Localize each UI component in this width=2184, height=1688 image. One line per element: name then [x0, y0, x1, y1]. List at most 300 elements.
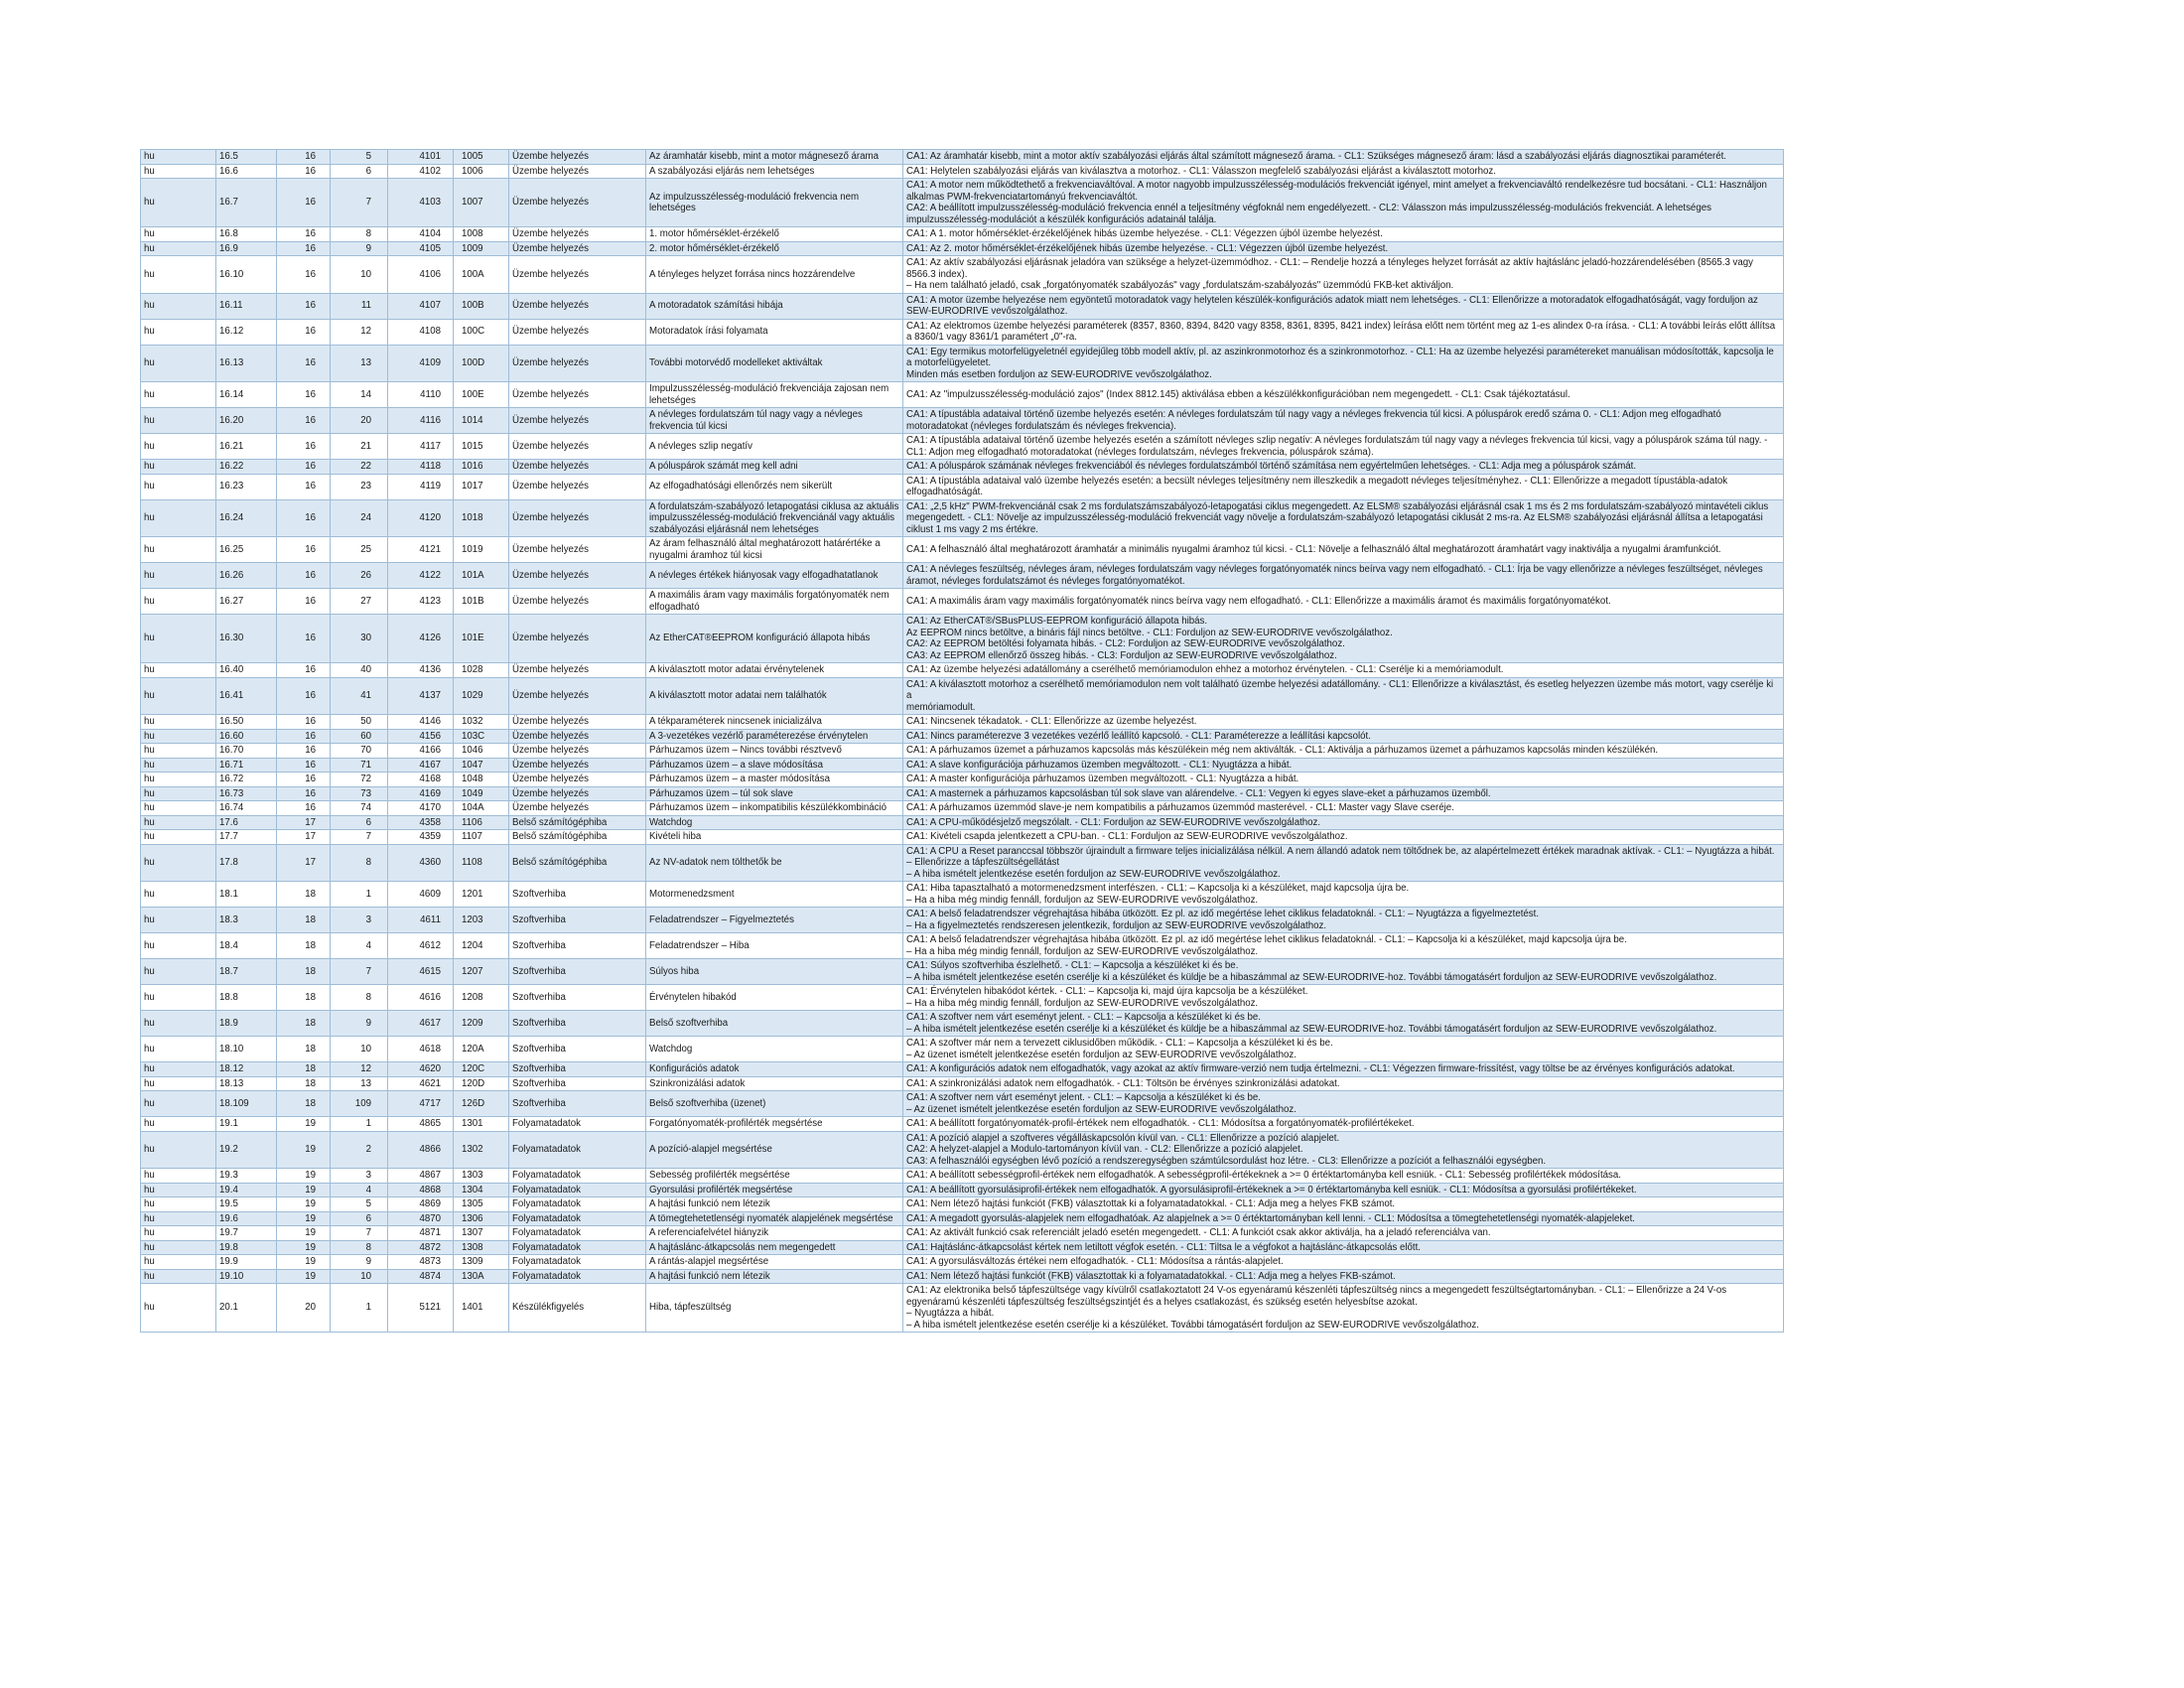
cell-fault-group: Üzembe helyezés	[509, 382, 646, 408]
table-row	[141, 227, 1784, 242]
cell-sub-code: 7	[331, 830, 388, 845]
cell-fault-group: Üzembe helyezés	[509, 241, 646, 256]
cell-language: hu	[141, 1117, 216, 1132]
cell-sub-code: 22	[331, 460, 388, 475]
cell-sub-code: 5	[331, 150, 388, 165]
cell-hex-code: 1016	[454, 460, 509, 475]
cell-fault-group: Belső számítógéphiba	[509, 830, 646, 845]
cell-hex-code: 1401	[454, 1284, 509, 1333]
cell-language: hu	[141, 786, 216, 801]
cell-hex-code: 1006	[454, 164, 509, 179]
cell-fault-group: Üzembe helyezés	[509, 319, 646, 345]
cell-fault-text: Az NV-adatok nem tölthetők be	[646, 844, 903, 882]
cell-fault-code: 18.10	[216, 1037, 277, 1062]
table-row	[141, 319, 1784, 345]
cell-language: hu	[141, 563, 216, 589]
table-row	[141, 150, 1784, 165]
cell-fault-code: 16.10	[216, 256, 277, 294]
cell-cause-remedy: CA1: Az EtherCAT®/SBusPLUS-EEPROM konfiguráció állapota hibás. Az EEPROM nincs betöltve, a bináris fájl nincs betöltve. - CL1: Forduljon az SEW-EURODRIVE vevőszolgálathoz. CA2: Az EEPROM betöltési folyamata hibás. - CL2: Forduljon az SEW-EURODRIVE vevőszolgálathoz. CA3: Az EEPROM ellenőrző összeg hibás. - CL3: Forduljon az SEW-EURODRIVE vevőszolgálathoz.	[903, 615, 1784, 663]
table-row	[141, 408, 1784, 434]
cell-fault-group: Folyamatadatok	[509, 1269, 646, 1284]
cell-hex-code: 1303	[454, 1169, 509, 1184]
cell-main-code: 18	[277, 1062, 331, 1077]
cell-cause-remedy: CA1: A megadott gyorsulás-alapjelek nem elfogadhatóak. Az alapjelnek a >= 0 értéktartományban kell lenni. - CL1: Módosítsa a tömegtehetetlenségi nyomaték-alapjeleket.	[903, 1211, 1784, 1226]
table-body	[141, 150, 1784, 1333]
table-row	[141, 256, 1784, 294]
cell-fault-code: 19.8	[216, 1240, 277, 1255]
cell-fault-text: Párhuzamos üzem – inkompatibilis készülékkombináció	[646, 801, 903, 816]
table-row	[141, 460, 1784, 475]
cell-hex-code: 1203	[454, 908, 509, 933]
cell-sub-code: 13	[331, 1076, 388, 1091]
cell-language: hu	[141, 164, 216, 179]
cell-fault-text: A hajtási funkció nem létezik	[646, 1269, 903, 1284]
table-row	[141, 589, 1784, 615]
cell-hex-code: 1015	[454, 434, 509, 460]
cell-main-code: 19	[277, 1131, 331, 1169]
cell-decimal-code: 4121	[388, 537, 454, 563]
cell-sub-code: 1	[331, 1284, 388, 1333]
cell-fault-text: Párhuzamos üzem – Nincs további résztvevő	[646, 744, 903, 759]
cell-language: hu	[141, 959, 216, 985]
cell-main-code: 19	[277, 1197, 331, 1212]
table-row	[141, 615, 1784, 663]
cell-fault-text: Watchdog	[646, 1037, 903, 1062]
cell-fault-code: 19.1	[216, 1117, 277, 1132]
cell-fault-text: Párhuzamos üzem – túl sok slave	[646, 786, 903, 801]
cell-decimal-code: 4865	[388, 1117, 454, 1132]
cell-language: hu	[141, 729, 216, 744]
cell-cause-remedy: CA1: A felhasználó által meghatározott áramhatár a minimális nyugalmi áramhoz túl kicsi. - CL1: Növelje a felhasználó által meghatározott áramhatárt vagy inaktiválja a nyugalmi áramfunkciót.	[903, 537, 1784, 563]
cell-main-code: 16	[277, 227, 331, 242]
cell-main-code: 16	[277, 241, 331, 256]
cell-language: hu	[141, 589, 216, 615]
cell-fault-code: 16.41	[216, 677, 277, 715]
cell-language: hu	[141, 1269, 216, 1284]
cell-fault-group: Üzembe helyezés	[509, 744, 646, 759]
cell-fault-group: Folyamatadatok	[509, 1183, 646, 1197]
cell-hex-code: 101B	[454, 589, 509, 615]
cell-fault-text: Súlyos hiba	[646, 959, 903, 985]
cell-fault-group: Szoftverhiba	[509, 985, 646, 1011]
cell-fault-text: Szinkronizálási adatok	[646, 1076, 903, 1091]
cell-hex-code: 104A	[454, 801, 509, 816]
cell-fault-text: Hiba, tápfeszültség	[646, 1284, 903, 1333]
cell-main-code: 16	[277, 150, 331, 165]
cell-cause-remedy: CA1: Helytelen szabályozási eljárás van kiválasztva a motorhoz. - CL1: Válasszon megfelelő szabályozási eljárást a kiválasztott motorhoz.	[903, 164, 1784, 179]
table-row	[141, 1076, 1784, 1091]
cell-fault-group: Üzembe helyezés	[509, 164, 646, 179]
cell-main-code: 16	[277, 345, 331, 382]
cell-main-code: 16	[277, 563, 331, 589]
cell-decimal-code: 4167	[388, 758, 454, 773]
cell-sub-code: 3	[331, 908, 388, 933]
cell-fault-code: 18.1	[216, 882, 277, 908]
cell-main-code: 16	[277, 474, 331, 499]
cell-cause-remedy: CA1: A szoftver már nem a tervezett ciklusidőben működik. - CL1: – Kapcsolja a készüléket ki és be. – Az üzenet ismételt jelentkezése esetén forduljon az SEW-EURODRIVE vevőszolgálathoz.	[903, 1037, 1784, 1062]
cell-cause-remedy: CA1: Az aktivált funkció csak referenciált jeladó esetén megengedett. - CL1: A funkciót csak akkor aktiválja, ha a jeladó referenciálva van.	[903, 1226, 1784, 1241]
cell-cause-remedy: CA1: A típustábla adataival történő üzembe helyezés esetén a számított névleges szlip negatív: A névleges fordulatszám túl nagy vagy a névleges frekvencia túl kicsi, vagy a póluspárok száma túl nagy. - CL1: Adjon meg elfogadható motoradatokat (névleges fordulatszám, névleges frekvencia, póluspárok száma).	[903, 434, 1784, 460]
cell-cause-remedy: CA1: A belső feladatrendszer végrehajtása hibába ütközött. Ez pl. az idő megértése lehet ciklikus feladatoknál. - CL1: – Kapcsolja ki a készüléket, majd kapcsolja újra be. – Ha a hiba még mindig fennáll, forduljon az SEW-EURODRIVE vevőszolgálathoz.	[903, 933, 1784, 959]
cell-decimal-code: 4136	[388, 663, 454, 678]
cell-sub-code: 6	[331, 815, 388, 830]
cell-sub-code: 6	[331, 1211, 388, 1226]
cell-main-code: 16	[277, 729, 331, 744]
cell-decimal-code: 4105	[388, 241, 454, 256]
cell-fault-group: Üzembe helyezés	[509, 150, 646, 165]
cell-cause-remedy: CA1: Érvénytelen hibakódot kértek. - CL1: – Kapcsolja ki, majd újra kapcsolja be a készüléket. – Ha a hiba még mindig fennáll, forduljon az SEW-EURODRIVE vevőszolgálathoz.	[903, 985, 1784, 1011]
cell-fault-group: Üzembe helyezés	[509, 773, 646, 787]
cell-fault-text: 2. motor hőmérséklet-érzékelő	[646, 241, 903, 256]
cell-decimal-code: 4117	[388, 434, 454, 460]
cell-fault-group: Üzembe helyezés	[509, 563, 646, 589]
cell-fault-text: Konfigurációs adatok	[646, 1062, 903, 1077]
cell-fault-code: 16.50	[216, 715, 277, 730]
cell-decimal-code: 4871	[388, 1226, 454, 1241]
cell-hex-code: 1028	[454, 663, 509, 678]
cell-sub-code: 26	[331, 563, 388, 589]
cell-cause-remedy: CA1: A szoftver nem várt eseményt jelent. - CL1: – Kapcsolja a készüléket ki és be. – Az üzenet ismételt jelentkezése esetén forduljon az SEW-EURODRIVE vevőszolgálathoz.	[903, 1091, 1784, 1117]
cell-fault-group: Folyamatadatok	[509, 1117, 646, 1132]
cell-language: hu	[141, 1091, 216, 1117]
cell-hex-code: 1007	[454, 179, 509, 227]
cell-main-code: 19	[277, 1169, 331, 1184]
cell-cause-remedy: CA1: Hajtáslánc-átkapcsolást kértek nem letiltott végfok esetén. - CL1: Tiltsa le a végfokot a hajtáslánc-átkapcsolás előtt.	[903, 1240, 1784, 1255]
cell-fault-text: Érvénytelen hibakód	[646, 985, 903, 1011]
cell-decimal-code: 4360	[388, 844, 454, 882]
cell-hex-code: 100D	[454, 345, 509, 382]
cell-language: hu	[141, 1062, 216, 1077]
cell-language: hu	[141, 1211, 216, 1226]
cell-language: hu	[141, 1037, 216, 1062]
cell-hex-code: 101E	[454, 615, 509, 663]
cell-sub-code: 9	[331, 1255, 388, 1270]
cell-cause-remedy: CA1: A típustábla adataival történő üzembe helyezés esetén: A névleges fordulatszám túl nagy vagy a névleges frekvencia túl kicsi. A póluspárok eredő száma 0. - CL1: Adjon meg elfogadható motoradatokat (névleges fordulatszám és névleges frekvencia).	[903, 408, 1784, 434]
cell-main-code: 16	[277, 499, 331, 537]
cell-fault-group: Üzembe helyezés	[509, 293, 646, 319]
cell-language: hu	[141, 345, 216, 382]
cell-decimal-code: 4874	[388, 1269, 454, 1284]
cell-language: hu	[141, 1169, 216, 1184]
error-table	[140, 149, 1784, 1333]
cell-fault-text: Motormenedzsment	[646, 882, 903, 908]
cell-language: hu	[141, 408, 216, 434]
cell-fault-text: A névleges értékek hiányosak vagy elfogadhatatlanok	[646, 563, 903, 589]
table-row	[141, 1183, 1784, 1197]
cell-fault-group: Folyamatadatok	[509, 1131, 646, 1169]
cell-fault-group: Üzembe helyezés	[509, 677, 646, 715]
cell-hex-code: 1108	[454, 844, 509, 882]
cell-cause-remedy: CA1: A slave konfigurációja párhuzamos üzemben megváltozott. - CL1: Nyugtázza a hibát.	[903, 758, 1784, 773]
cell-fault-text: A póluspárok számát meg kell adni	[646, 460, 903, 475]
table-row	[141, 1037, 1784, 1062]
cell-fault-group: Szoftverhiba	[509, 1011, 646, 1037]
cell-fault-group: Üzembe helyezés	[509, 729, 646, 744]
cell-fault-group: Folyamatadatok	[509, 1211, 646, 1226]
table-row	[141, 164, 1784, 179]
cell-sub-code: 2	[331, 1131, 388, 1169]
cell-sub-code: 14	[331, 382, 388, 408]
cell-decimal-code: 4107	[388, 293, 454, 319]
cell-sub-code: 30	[331, 615, 388, 663]
cell-decimal-code: 4166	[388, 744, 454, 759]
cell-cause-remedy: CA1: A beállított sebességprofil-értékek nem elfogadhatók. A sebességprofil-értékeknek a >= 0 értéktartományba kell esniük. - CL1: Sebesség profilértékek módosítása.	[903, 1169, 1784, 1184]
table-row	[141, 729, 1784, 744]
table-row	[141, 715, 1784, 730]
cell-language: hu	[141, 615, 216, 663]
cell-fault-text: Az áramhatár kisebb, mint a motor mágnesező árama	[646, 150, 903, 165]
cell-main-code: 16	[277, 786, 331, 801]
cell-main-code: 16	[277, 677, 331, 715]
cell-fault-code: 19.6	[216, 1211, 277, 1226]
cell-main-code: 18	[277, 908, 331, 933]
cell-sub-code: 7	[331, 959, 388, 985]
cell-fault-code: 16.7	[216, 179, 277, 227]
cell-fault-code: 18.109	[216, 1091, 277, 1117]
cell-language: hu	[141, 1076, 216, 1091]
cell-hex-code: 1017	[454, 474, 509, 499]
cell-decimal-code: 4620	[388, 1062, 454, 1077]
cell-language: hu	[141, 773, 216, 787]
cell-fault-text: A 3-vezetékes vezérlő paraméterezése érvénytelen	[646, 729, 903, 744]
cell-sub-code: 8	[331, 227, 388, 242]
cell-hex-code: 1009	[454, 241, 509, 256]
cell-hex-code: 1204	[454, 933, 509, 959]
cell-fault-group: Folyamatadatok	[509, 1226, 646, 1241]
cell-main-code: 19	[277, 1226, 331, 1241]
cell-main-code: 16	[277, 256, 331, 294]
cell-fault-group: Folyamatadatok	[509, 1255, 646, 1270]
cell-cause-remedy: CA1: Az elektromos üzembe helyezési paraméterek (8357, 8360, 8394, 8420 vagy 8358, 8361, 8395, 8421 index) leírása előtt nem történt meg az 1-es alindex 0-ra írása. - CL1: A további leírás előtt állítsa a 8360/1 vagy 8361/1 paramétert „0"-ra.	[903, 319, 1784, 345]
cell-hex-code: 1032	[454, 715, 509, 730]
cell-hex-code: 1107	[454, 830, 509, 845]
table-row	[141, 663, 1784, 678]
cell-cause-remedy: CA1: A belső feladatrendszer végrehajtása hibába ütközött. Ez pl. az idő megértése lehet ciklikus feladatoknál. - CL1: – Nyugtázza a figyelmeztetést. – Ha a figyelmeztetés rendszeresen jelentkezik, forduljon az SEW-EURODRIVE vevőszolgálathoz.	[903, 908, 1784, 933]
cell-cause-remedy: CA1: A póluspárok számának névleges frekvenciából és névleges fordulatszámból történő számítása nem egyértelműen lehetséges. - CL1: Adja meg a póluspárok számát.	[903, 460, 1784, 475]
cell-sub-code: 11	[331, 293, 388, 319]
cell-sub-code: 10	[331, 1037, 388, 1062]
cell-main-code: 18	[277, 1091, 331, 1117]
cell-sub-code: 3	[331, 1169, 388, 1184]
cell-main-code: 18	[277, 985, 331, 1011]
cell-main-code: 19	[277, 1255, 331, 1270]
table-row	[141, 830, 1784, 845]
cell-hex-code: 1207	[454, 959, 509, 985]
cell-fault-code: 18.3	[216, 908, 277, 933]
cell-main-code: 16	[277, 615, 331, 663]
table-row	[141, 844, 1784, 882]
table-row	[141, 1117, 1784, 1132]
table-row	[141, 773, 1784, 787]
table-row	[141, 1255, 1784, 1270]
cell-main-code: 18	[277, 1076, 331, 1091]
cell-language: hu	[141, 319, 216, 345]
cell-main-code: 16	[277, 179, 331, 227]
cell-sub-code: 1	[331, 1117, 388, 1132]
cell-fault-code: 19.2	[216, 1131, 277, 1169]
cell-fault-code: 18.8	[216, 985, 277, 1011]
table-row	[141, 1062, 1784, 1077]
cell-sub-code: 5	[331, 1197, 388, 1212]
cell-hex-code: 1308	[454, 1240, 509, 1255]
table-row	[141, 1240, 1784, 1255]
cell-fault-group: Üzembe helyezés	[509, 615, 646, 663]
cell-decimal-code: 4103	[388, 179, 454, 227]
cell-cause-remedy: CA1: Nem létező hajtási funkciót (FKB) választottak ki a folyamatadatokkal. - CL1: Adja meg a helyes FKB-számot.	[903, 1269, 1784, 1284]
cell-fault-group: Szoftverhiba	[509, 959, 646, 985]
cell-decimal-code: 4872	[388, 1240, 454, 1255]
cell-decimal-code: 4612	[388, 933, 454, 959]
cell-language: hu	[141, 1183, 216, 1197]
cell-cause-remedy: CA1: A maximális áram vagy maximális forgatónyomaték nincs beírva vagy nem elfogadható. - CL1: Ellenőrizze a maximális áramot és maximális forgatónyomatékot.	[903, 589, 1784, 615]
cell-cause-remedy: CA1: A szinkronizálási adatok nem elfogadhatók. - CL1: Töltsön be érvényes szinkronizálási adatokat.	[903, 1076, 1784, 1091]
cell-fault-code: 16.73	[216, 786, 277, 801]
cell-fault-group: Készülékfigyelés	[509, 1284, 646, 1333]
cell-fault-text: Impulzusszélesség-moduláció frekvenciája zajosan nem lehetséges	[646, 382, 903, 408]
cell-hex-code: 120A	[454, 1037, 509, 1062]
cell-fault-group: Üzembe helyezés	[509, 434, 646, 460]
cell-hex-code: 1005	[454, 150, 509, 165]
cell-fault-text: A névleges szlip negatív	[646, 434, 903, 460]
cell-language: hu	[141, 382, 216, 408]
cell-fault-text: A rántás-alapjel megsértése	[646, 1255, 903, 1270]
cell-fault-text: Sebesség profilérték megsértése	[646, 1169, 903, 1184]
cell-main-code: 18	[277, 1011, 331, 1037]
cell-cause-remedy: CA1: A névleges feszültség, névleges áram, névleges fordulatszám vagy névleges forgatónyomaték nincs beírva vagy nem elfogadható. - CL1: Írja be vagy ellenőrizze a névleges feszültséget, névleges áramot, névleges fordulatszámot és névleges forgatónyomatékot.	[903, 563, 1784, 589]
cell-sub-code: 24	[331, 499, 388, 537]
cell-fault-group: Szoftverhiba	[509, 933, 646, 959]
cell-cause-remedy: CA1: A masternek a párhuzamos kapcsolásban túl sok slave van alárendelve. - CL1: Vegyen ki egyes slave-eket a párhuzamos üzemből.	[903, 786, 1784, 801]
cell-cause-remedy: CA1: A 1. motor hőmérséklet-érzékelőjének hibás üzembe helyezése. - CL1: Végezzen újból üzembe helyezést.	[903, 227, 1784, 242]
cell-fault-group: Üzembe helyezés	[509, 786, 646, 801]
cell-cause-remedy: CA1: Hiba tapasztalható a motormenedzsment interfészen. - CL1: – Kapcsolja ki a készüléket, majd kapcsolja újra be. – Ha a hiba még mindig fennáll, forduljon az SEW-EURODRIVE vevőszolgálathoz.	[903, 882, 1784, 908]
cell-main-code: 18	[277, 1037, 331, 1062]
cell-decimal-code: 4358	[388, 815, 454, 830]
cell-hex-code: 1209	[454, 1011, 509, 1037]
cell-fault-text: Az elfogadhatósági ellenőrzés nem sikerült	[646, 474, 903, 499]
cell-hex-code: 1014	[454, 408, 509, 434]
table-row	[141, 1197, 1784, 1212]
cell-sub-code: 70	[331, 744, 388, 759]
cell-cause-remedy: CA1: Nincsenek tékadatok. - CL1: Ellenőrizze az üzembe helyezést.	[903, 715, 1784, 730]
cell-fault-group: Üzembe helyezés	[509, 345, 646, 382]
cell-fault-text: A kiválasztott motor adatai nem találhatók	[646, 677, 903, 715]
cell-language: hu	[141, 1240, 216, 1255]
cell-sub-code: 50	[331, 715, 388, 730]
cell-sub-code: 25	[331, 537, 388, 563]
cell-sub-code: 8	[331, 1240, 388, 1255]
table-row	[141, 563, 1784, 589]
cell-fault-code: 16.40	[216, 663, 277, 678]
cell-sub-code: 21	[331, 434, 388, 460]
cell-fault-group: Szoftverhiba	[509, 1076, 646, 1091]
cell-decimal-code: 4867	[388, 1169, 454, 1184]
cell-decimal-code: 4870	[388, 1211, 454, 1226]
cell-cause-remedy: CA1: A pozíció alapjel a szoftveres végálláskapcsolón kívül van. - CL1: Ellenőrizze a pozíció alapjelet. CA2: A helyzet-alapjel a Modulo-tartományon kívül van. - CL2: Ellenőrizze a pozíció alapjelet. CA3: A felhasználói egységben lévő pozíció a rendszeregységben számtúlcsordulást hoz létre. - CL3: Ellenőrizze a pozíciót a felhasználói egységben.	[903, 1131, 1784, 1169]
cell-cause-remedy: CA1: Az áramhatár kisebb, mint a motor aktív szabályozási eljárás által számított mágnesező árama. - CL1: Szükséges mágnesező áram: lásd a szabályozási eljárás diagnosztikai paraméterét.	[903, 150, 1784, 165]
cell-fault-code: 16.14	[216, 382, 277, 408]
cell-main-code: 16	[277, 801, 331, 816]
cell-cause-remedy: CA1: A gyorsulásváltozás értékei nem elfogadhatók. - CL1: Módosítsa a rántás-alapjelet.	[903, 1255, 1784, 1270]
cell-cause-remedy: CA1: A CPU a Reset paranccsal többször újraindult a firmware teljes inicializálása nélkül. A nem állandó adatok nem töltődnek be, az alapértelmezett értékek maradnak aktívak. - CL1: – Nyugtázza a hibát. – Ellenőrizze a tápfeszültségellátást – A hiba ismételt jelentkezése esetén forduljon az SEW-EURODRIVE vevőszolgálathoz.	[903, 844, 1784, 882]
cell-cause-remedy: CA1: Az 2. motor hőmérséklet-érzékelőjének hibás üzembe helyezése. - CL1: Végezzen újból üzembe helyezést.	[903, 241, 1784, 256]
cell-cause-remedy: CA1: A szoftver nem várt eseményt jelent. - CL1: – Kapcsolja a készüléket ki és be. – A hiba ismételt jelentkezése esetén cserélje ki a készüléket és küldje be a hibaszámmal az SEW-EURODRIVE-hoz. További támogatásért forduljon az SEW-EURODRIVE vevőszolgálathoz.	[903, 1011, 1784, 1037]
cell-fault-text: Forgatónyomaték-profilérték megsértése	[646, 1117, 903, 1132]
error-code-table	[140, 149, 1784, 1333]
cell-fault-code: 16.74	[216, 801, 277, 816]
table-row	[141, 1169, 1784, 1184]
cell-decimal-code: 4169	[388, 786, 454, 801]
table-row	[141, 677, 1784, 715]
cell-sub-code: 72	[331, 773, 388, 787]
cell-sub-code: 12	[331, 319, 388, 345]
cell-fault-text: Párhuzamos üzem – a master módosítása	[646, 773, 903, 787]
table-row	[141, 1091, 1784, 1117]
cell-language: hu	[141, 801, 216, 816]
cell-language: hu	[141, 1197, 216, 1212]
cell-main-code: 18	[277, 959, 331, 985]
cell-fault-code: 16.22	[216, 460, 277, 475]
cell-language: hu	[141, 434, 216, 460]
cell-decimal-code: 4717	[388, 1091, 454, 1117]
cell-hex-code: 100E	[454, 382, 509, 408]
cell-cause-remedy: CA1: Nem létező hajtási funkciót (FKB) választottak ki a folyamatadatokkal. - CL1: Adja meg a helyes FKB számot.	[903, 1197, 1784, 1212]
cell-fault-code: 16.25	[216, 537, 277, 563]
cell-cause-remedy: CA1: Az aktív szabályozási eljárásnak jeladóra van szüksége a helyzet-üzemmódhoz. - CL1: – Rendelje hozzá a tényleges helyzet forrását az aktív hajtáslánc jeladó-hozzárendelésében (8565.3 vagy 8566.3 index). – Ha nem található jeladó, csak „forgatónyomaték szabályozás" vagy „fordulatszám-szabályozás" üzemmódú FKB-ket aktiváljon.	[903, 256, 1784, 294]
cell-fault-text: A névleges fordulatszám túl nagy vagy a névleges frekvencia túl kicsi	[646, 408, 903, 434]
cell-hex-code: 130A	[454, 1269, 509, 1284]
cell-fault-group: Folyamatadatok	[509, 1197, 646, 1212]
cell-decimal-code: 4359	[388, 830, 454, 845]
cell-fault-group: Üzembe helyezés	[509, 227, 646, 242]
cell-fault-group: Üzembe helyezés	[509, 801, 646, 816]
cell-language: hu	[141, 179, 216, 227]
cell-hex-code: 1047	[454, 758, 509, 773]
cell-decimal-code: 4102	[388, 164, 454, 179]
table-row	[141, 744, 1784, 759]
cell-decimal-code: 4123	[388, 589, 454, 615]
cell-sub-code: 10	[331, 256, 388, 294]
cell-fault-code: 16.27	[216, 589, 277, 615]
cell-fault-text: A motoradatok számítási hibája	[646, 293, 903, 319]
cell-hex-code: 1301	[454, 1117, 509, 1132]
cell-fault-group: Üzembe helyezés	[509, 499, 646, 537]
cell-language: hu	[141, 677, 216, 715]
cell-fault-text: Gyorsulási profilérték megsértése	[646, 1183, 903, 1197]
cell-fault-code: 16.30	[216, 615, 277, 663]
cell-hex-code: 100B	[454, 293, 509, 319]
cell-language: hu	[141, 474, 216, 499]
cell-fault-text: A fordulatszám-szabályozó letapogatási ciklusa az aktuális impulzusszélesség-moduláció frekvenciánál vagy aktuális szabályozási eljárásnál nem lehetséges	[646, 499, 903, 537]
cell-hex-code: 1305	[454, 1197, 509, 1212]
cell-fault-group: Üzembe helyezés	[509, 758, 646, 773]
cell-main-code: 16	[277, 758, 331, 773]
cell-language: hu	[141, 150, 216, 165]
cell-main-code: 16	[277, 589, 331, 615]
cell-sub-code: 8	[331, 844, 388, 882]
cell-language: hu	[141, 830, 216, 845]
cell-cause-remedy: CA1: Az üzembe helyezési adatállomány a cserélhető memóriamodulon ehhez a motorhoz érvénytelen. - CL1: Cserélje ki a memóriamodult.	[903, 663, 1784, 678]
cell-sub-code: 4	[331, 1183, 388, 1197]
cell-language: hu	[141, 227, 216, 242]
table-row	[141, 786, 1784, 801]
cell-fault-code: 19.9	[216, 1255, 277, 1270]
cell-hex-code: 1019	[454, 537, 509, 563]
cell-main-code: 16	[277, 293, 331, 319]
cell-sub-code: 7	[331, 179, 388, 227]
cell-fault-group: Üzembe helyezés	[509, 256, 646, 294]
cell-decimal-code: 4621	[388, 1076, 454, 1091]
